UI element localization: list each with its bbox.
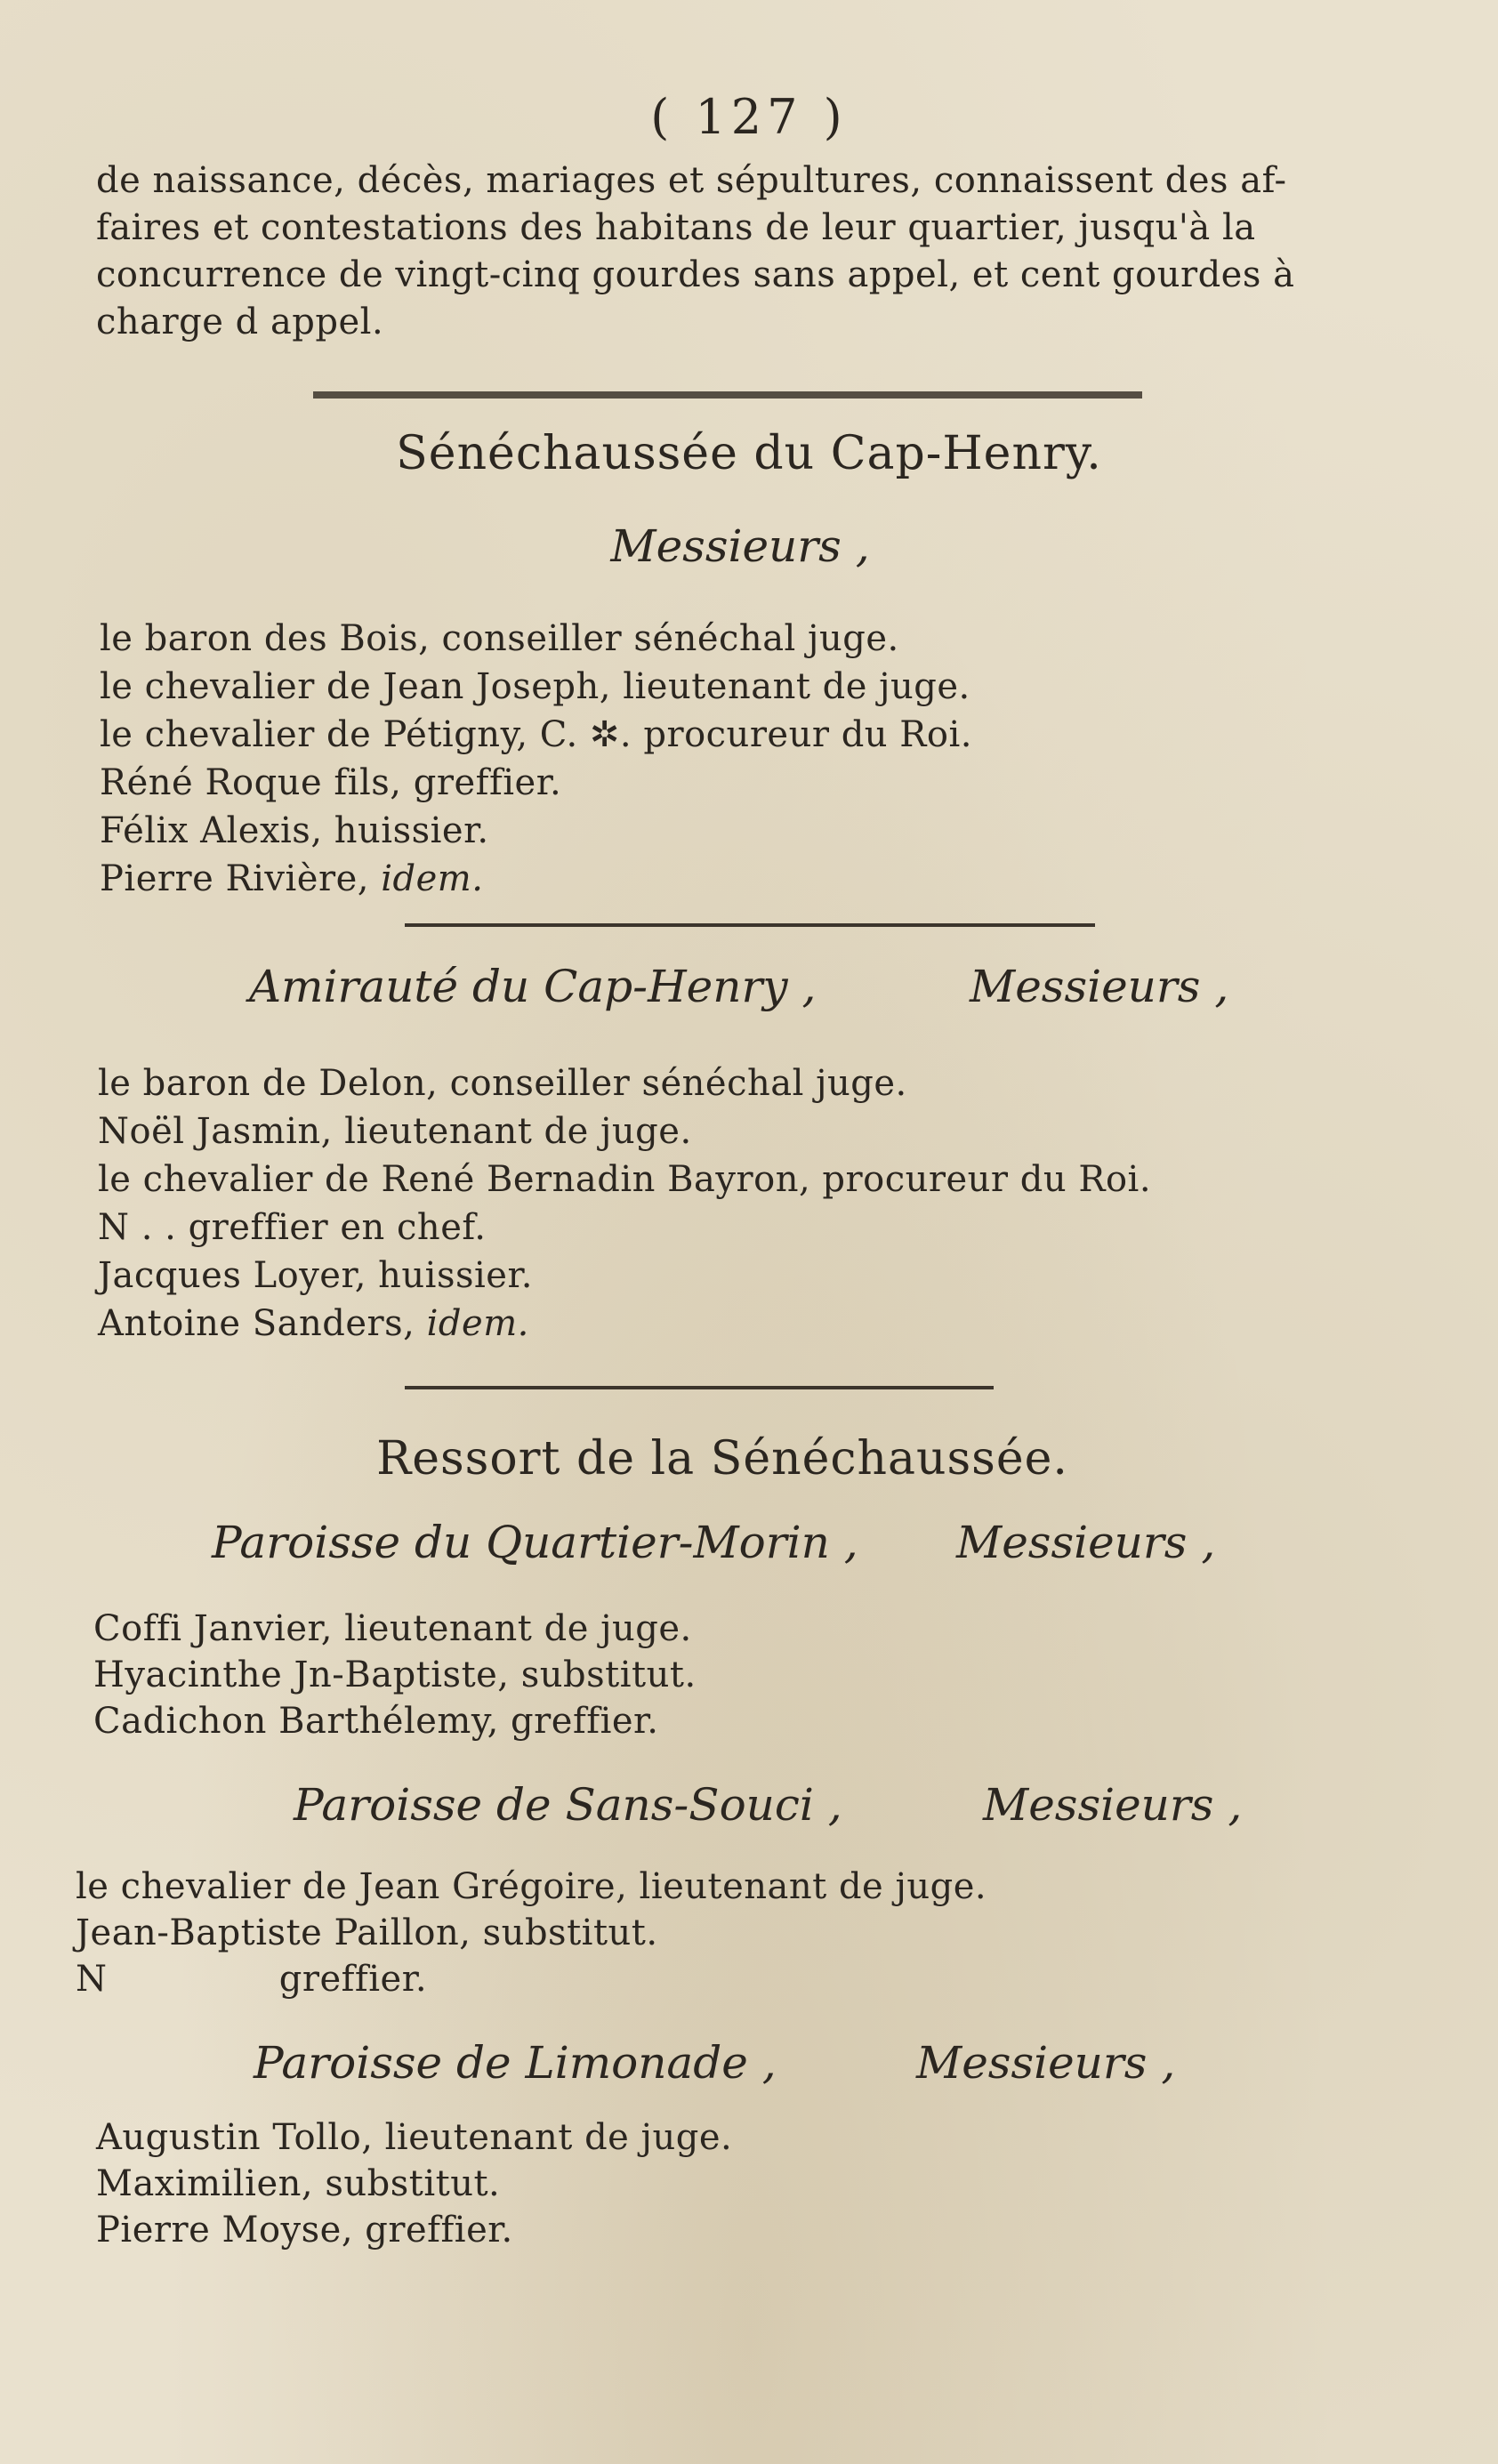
intro-line-4: charge d appel. bbox=[96, 302, 384, 342]
ressort-title: Ressort de la Sénéchaussée. bbox=[376, 1432, 1068, 1486]
parish-3-messieurs: Messieurs , bbox=[916, 2037, 1176, 2089]
parish-1-member-2: Hyacinthe Jn-Baptiste, substitut. bbox=[93, 1655, 697, 1695]
divider-rule bbox=[405, 1386, 994, 1389]
intro-line-1: de naissance, décès, mariages et sépultures, connaissent des af- bbox=[96, 160, 1287, 201]
amiraute-member-3: le chevalier de René Bernadin Bayron, procureur du Roi. bbox=[98, 1159, 1152, 1200]
senechaussee-member-4: Réné Roque fils, greffier. bbox=[100, 762, 562, 803]
senechaussee-member-6-idem: idem. bbox=[381, 858, 484, 899]
parish-2-member-1: le chevalier de Jean Grégoire, lieutenant de juge. bbox=[76, 1866, 987, 1907]
senechaussee-member-1: le baron des Bois, conseiller sénéchal juge. bbox=[100, 618, 899, 659]
amiraute-member-4: N . . greffier en chef. bbox=[98, 1207, 487, 1248]
parish-1-messieurs: Messieurs , bbox=[956, 1517, 1216, 1568]
senechaussee-member-2: le chevalier de Jean Joseph, lieutenant de juge. bbox=[100, 666, 970, 707]
parish-3-member-2: Maximilien, substitut. bbox=[96, 2163, 501, 2204]
parish-2-messieurs: Messieurs , bbox=[983, 1779, 1243, 1831]
page-number: ( 127 ) bbox=[650, 89, 848, 145]
amiraute-member-6-name: Antoine Sanders, bbox=[98, 1303, 415, 1344]
parish-3-title: Paroisse de Limonade , bbox=[254, 2037, 777, 2089]
senechaussee-member-3: le chevalier de Pétigny, C. ✲. procureur du Roi. bbox=[100, 714, 972, 755]
intro-line-3: concurrence de vingt-cinq gourdes sans appel, et cent gourdes à bbox=[96, 254, 1295, 295]
senechaussee-title: Sénéchaussée du Cap-Henry. bbox=[396, 427, 1102, 480]
intro-line-2: faires et contestations des habitans de leur quartier, jusqu'à la bbox=[96, 207, 1256, 248]
parish-3-member-3: Pierre Moyse, greffier. bbox=[96, 2210, 513, 2251]
parish-2-title: Paroisse de Sans-Souci , bbox=[294, 1779, 842, 1831]
parish-2-member-3: N greffier. bbox=[76, 1959, 428, 2000]
senechaussee-messieurs: Messieurs , bbox=[610, 520, 870, 572]
senechaussee-member-5: Félix Alexis, huissier. bbox=[100, 810, 489, 851]
amiraute-member-1: le baron de Delon, conseiller sénéchal juge. bbox=[98, 1063, 907, 1104]
senechaussee-member-6-name: Pierre Rivière, bbox=[100, 858, 369, 899]
amiraute-member-6-idem: idem. bbox=[426, 1303, 529, 1344]
amiraute-member-5: Jacques Loyer, huissier. bbox=[98, 1255, 533, 1296]
parish-1-member-3: Cadichon Barthélemy, greffier. bbox=[93, 1701, 659, 1742]
amiraute-title: Amirauté du Cap-Henry , bbox=[249, 961, 817, 1012]
parish-2-member-2: Jean-Baptiste Paillon, substitut. bbox=[76, 1912, 658, 1953]
parish-1-member-1: Coffi Janvier, lieutenant de juge. bbox=[93, 1608, 692, 1649]
amiraute-messieurs: Messieurs , bbox=[970, 961, 1229, 1012]
divider-rule bbox=[405, 923, 1095, 927]
amiraute-member-2: Noël Jasmin, lieutenant de juge. bbox=[98, 1111, 692, 1152]
ornamental-rule bbox=[313, 391, 1142, 399]
parish-1-title: Paroisse du Quartier-Morin , bbox=[212, 1517, 858, 1568]
senechaussee-member-6 bbox=[100, 858, 483, 899]
parish-3-member-1: Augustin Tollo, lieutenant de juge. bbox=[96, 2117, 733, 2158]
amiraute-member-6 bbox=[98, 1303, 529, 1344]
